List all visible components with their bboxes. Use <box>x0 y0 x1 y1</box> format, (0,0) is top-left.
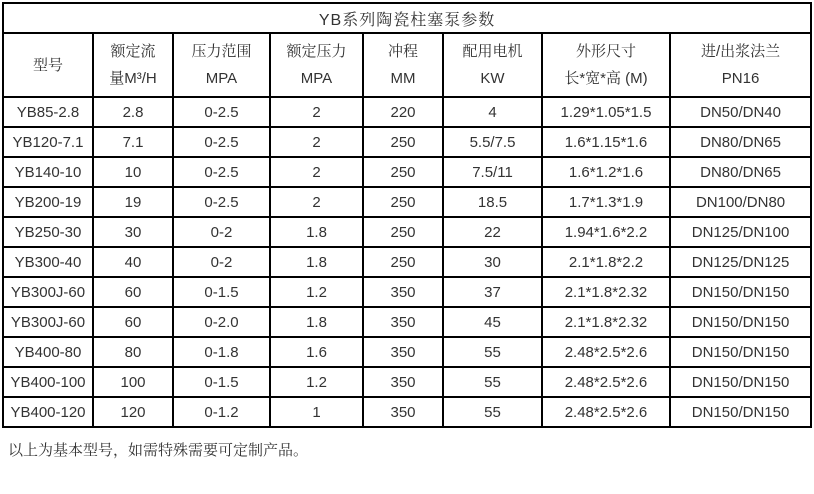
table-cell: YB400-120 <box>3 397 93 427</box>
table-cell: 0-1.8 <box>173 337 270 367</box>
table-cell: 18.5 <box>443 187 542 217</box>
table-cell: 1.29*1.05*1.5 <box>542 97 670 127</box>
column-header-label: 冲程 <box>387 43 418 60</box>
table-cell: 0-2.0 <box>173 307 270 337</box>
column-header-unit: KW <box>480 70 505 87</box>
table-cell: 2.1*1.8*2.32 <box>542 307 670 337</box>
table-cell: DN80/DN65 <box>670 127 811 157</box>
table-cell: 0-2.5 <box>173 157 270 187</box>
column-header-label: 额定流 <box>110 43 156 60</box>
table-row <box>3 337 811 367</box>
table-cell: YB85-2.8 <box>3 97 93 127</box>
table-cell: 1.6 <box>270 337 363 367</box>
table-cell: 55 <box>443 337 542 367</box>
table-cell: 100 <box>93 367 173 397</box>
table-row <box>3 217 811 247</box>
table-cell: 350 <box>363 397 443 427</box>
table-cell: 1.6*1.2*1.6 <box>542 157 670 187</box>
table-cell: YB250-30 <box>3 217 93 247</box>
table-row <box>3 367 811 397</box>
column-header-model <box>3 33 93 97</box>
table-cell: 45 <box>443 307 542 337</box>
table-cell: DN80/DN65 <box>670 157 811 187</box>
table-cell: YB300J-60 <box>3 277 93 307</box>
column-header-unit: 量M³/H <box>109 70 157 87</box>
column-header-label: 配用电机 <box>462 43 523 60</box>
table-cell: 40 <box>93 247 173 277</box>
table-cell: 350 <box>363 307 443 337</box>
table-cell: 2.8 <box>93 97 173 127</box>
column-header-unit: 长*宽*高 (M) <box>564 70 648 87</box>
table-cell: 1.8 <box>270 307 363 337</box>
table-cell: 2.48*2.5*2.6 <box>542 337 670 367</box>
table-cell: 22 <box>443 217 542 247</box>
table-cell: DN50/DN40 <box>670 97 811 127</box>
column-header-unit: PN16 <box>721 70 760 87</box>
table-row <box>3 307 811 337</box>
table-cell: 0-2 <box>173 217 270 247</box>
table-cell: 1.6*1.15*1.6 <box>542 127 670 157</box>
table-cell: 2.1*1.8*2.32 <box>542 277 670 307</box>
column-header-motor <box>443 33 542 97</box>
table-cell: 350 <box>363 367 443 397</box>
table-cell: 10 <box>93 157 173 187</box>
column-header-stroke <box>363 33 443 97</box>
table-cell: 1 <box>270 397 363 427</box>
column-header-label: 压力范围 <box>191 43 252 60</box>
column-header-label: 额定压力 <box>286 43 347 60</box>
table-cell: 4 <box>443 97 542 127</box>
table-cell: 2.1*1.8*2.2 <box>542 247 670 277</box>
column-header-label: 外形尺寸 <box>575 43 636 60</box>
table-cell: DN150/DN150 <box>670 307 811 337</box>
table-cell: 5.5/7.5 <box>443 127 542 157</box>
table-cell: 7.1 <box>93 127 173 157</box>
column-header-dimensions <box>542 33 670 97</box>
column-header-label: 型号 <box>32 56 63 74</box>
table-cell: 350 <box>363 277 443 307</box>
column-header-rated-flow <box>93 33 173 97</box>
table-row <box>3 277 811 307</box>
table-cell: 0-1.5 <box>173 367 270 397</box>
table-cell: 0-2 <box>173 247 270 277</box>
table-cell: 0-1.5 <box>173 277 270 307</box>
table-row <box>3 397 811 427</box>
title-row <box>3 3 811 33</box>
table-cell: 2 <box>270 97 363 127</box>
table-cell: DN150/DN150 <box>670 397 811 427</box>
table-cell: 2 <box>270 127 363 157</box>
table-body <box>3 97 811 427</box>
table-cell: 1.8 <box>270 217 363 247</box>
table-cell: 0-2.5 <box>173 97 270 127</box>
table-cell: 350 <box>363 337 443 367</box>
table-cell: 1.2 <box>270 277 363 307</box>
table-cell: 30 <box>443 247 542 277</box>
table-cell: DN150/DN150 <box>670 277 811 307</box>
table-cell: YB200-19 <box>3 187 93 217</box>
table-cell: YB300J-60 <box>3 307 93 337</box>
table-cell: 60 <box>93 307 173 337</box>
table-head <box>3 3 811 97</box>
table-cell: 55 <box>443 397 542 427</box>
column-header-unit: MPA <box>205 70 238 87</box>
table-cell: DN100/DN80 <box>670 187 811 217</box>
table-cell: 0-2.5 <box>173 187 270 217</box>
column-header-pressure-range <box>173 33 270 97</box>
table-cell: 2.48*2.5*2.6 <box>542 397 670 427</box>
table-cell: DN150/DN150 <box>670 367 811 397</box>
table-cell: 1.2 <box>270 367 363 397</box>
table-cell: 220 <box>363 97 443 127</box>
table-row <box>3 247 811 277</box>
table-cell: DN125/DN100 <box>670 217 811 247</box>
table-cell: 250 <box>363 217 443 247</box>
table-cell: YB140-10 <box>3 157 93 187</box>
table-cell: 55 <box>443 367 542 397</box>
table-cell: YB120-7.1 <box>3 127 93 157</box>
table-cell: 1.8 <box>270 247 363 277</box>
table-cell: 0-1.2 <box>173 397 270 427</box>
table-row <box>3 97 811 127</box>
table-cell: 80 <box>93 337 173 367</box>
table-row <box>3 157 811 187</box>
table-row <box>3 187 811 217</box>
table-cell: 2 <box>270 187 363 217</box>
table-row <box>3 127 811 157</box>
table-cell: 2 <box>270 157 363 187</box>
table-cell: 1.94*1.6*2.2 <box>542 217 670 247</box>
table-cell: 7.5/11 <box>443 157 542 187</box>
table-cell: 250 <box>363 127 443 157</box>
table-cell: DN150/DN150 <box>670 337 811 367</box>
table-cell: 250 <box>363 247 443 277</box>
table-cell: 1.7*1.3*1.9 <box>542 187 670 217</box>
table-cell: 250 <box>363 157 443 187</box>
column-header-unit: MM <box>390 70 416 87</box>
table-cell: 60 <box>93 277 173 307</box>
table-cell: 30 <box>93 217 173 247</box>
table-cell: YB300-40 <box>3 247 93 277</box>
table-cell: 120 <box>93 397 173 427</box>
table-cell: DN125/DN125 <box>670 247 811 277</box>
header-row <box>3 33 811 97</box>
column-header-rated-pressure <box>270 33 363 97</box>
pump-parameters-table <box>2 2 812 428</box>
table-cell: YB400-80 <box>3 337 93 367</box>
column-header-label: 进/出浆法兰 <box>700 43 781 60</box>
footer-note: 以上为基本型号，如需特殊需要可定制产品。 <box>8 442 309 459</box>
table-title: YB系列陶瓷柱塞泵参数 <box>3 3 811 33</box>
table-cell: 37 <box>443 277 542 307</box>
column-header-unit: MPA <box>300 70 333 87</box>
column-header-flange <box>670 33 811 97</box>
table-cell: 19 <box>93 187 173 217</box>
table-cell: YB400-100 <box>3 367 93 397</box>
table-cell: 2.48*2.5*2.6 <box>542 367 670 397</box>
table-cell: 0-2.5 <box>173 127 270 157</box>
table-cell: 250 <box>363 187 443 217</box>
